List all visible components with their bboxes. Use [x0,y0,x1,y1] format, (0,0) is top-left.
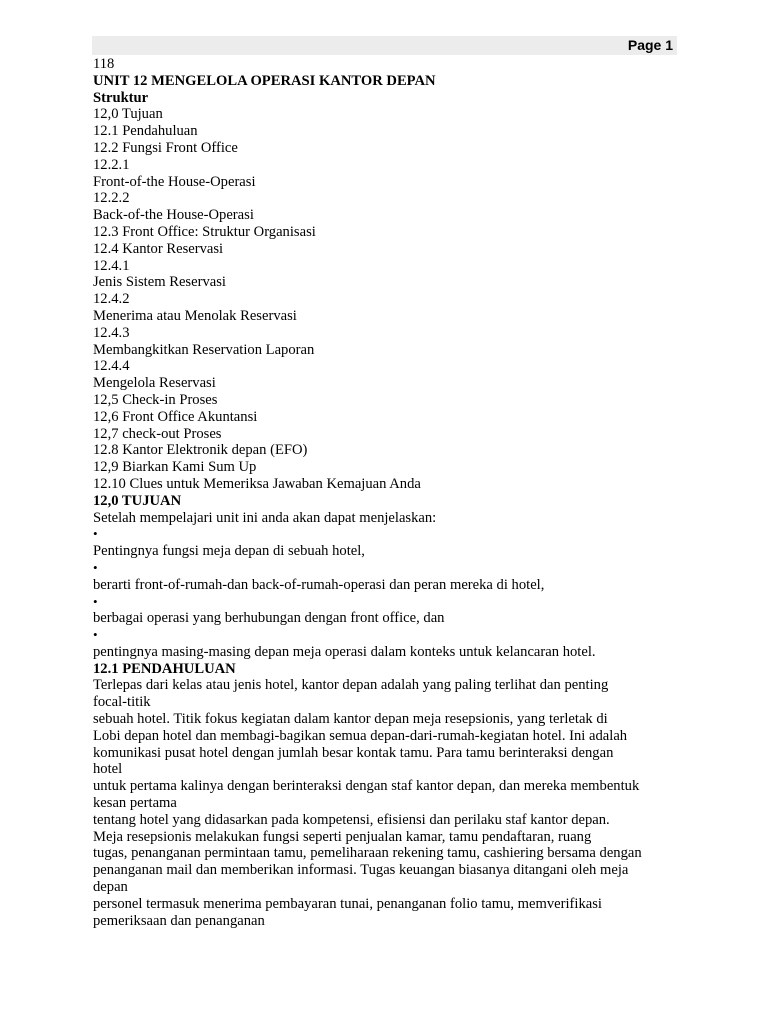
text-line: berarti front-of-rumah-dan back-of-rumah-operasi dan peran mereka di hotel, [93,576,545,593]
text-line: 12.4.3 [93,324,130,341]
page-number-label: Page 1 [627,37,673,53]
bullet-marker: • [93,526,98,542]
text-line: Jenis Sistem Reservasi [93,274,226,291]
text-line: 12.2.1 [93,156,130,173]
text-line: Front-of-the House-Operasi [93,173,256,190]
text-line: kesan pertama [93,795,177,812]
text-line: 12.4.4 [93,358,130,375]
text-line: Pentingnya fungsi meja depan di sebuah hotel, [93,543,365,560]
text-line: 12,7 check-out Proses [93,425,222,442]
section-heading: 12.1 PENDAHULUAN [93,660,236,677]
text-line: komunikasi pusat hotel dengan jumlah besar kontak tamu. Para tamu berinteraksi dengan [93,744,614,761]
text-line: 12.4.1 [93,257,130,274]
bullet-marker: • [93,559,98,575]
section-heading: 12,0 TUJUAN [93,492,182,509]
text-line: Setelah mempelajari unit ini anda akan dapat menjelaskan: [93,509,437,526]
text-line: Membangkitkan Reservation Laporan [93,341,315,358]
bullet-marker: • [93,627,98,643]
text-line: Lobi depan hotel dan membagi-bagikan semua depan-dari-rumah-kegiatan hotel. Ini adalah [93,727,628,744]
text-line: 12,6 Front Office Akuntansi [93,408,258,425]
section-heading: UNIT 12 MENGELOLA OPERASI KANTOR DEPAN [93,72,436,89]
text-line: Terlepas dari kelas atau jenis hotel, kantor depan adalah yang paling terlihat dan penting [93,677,609,694]
text-line: tentang hotel yang didasarkan pada kompetensi, efisiensi dan perilaku staf kantor depan. [93,811,610,828]
text-line: 12.4.2 [93,291,130,308]
text-line: 12.1 Pendahuluan [93,123,198,140]
text-line: penanganan mail dan memberikan informasi. Tugas keuangan biasanya ditangani oleh meja [93,862,629,879]
text-line: sebuah hotel. Titik fokus kegiatan dalam kantor depan meja resepsionis, yang terletak di [93,711,608,728]
text-line: 12.2.2 [93,190,130,207]
document-body [93,56,683,929]
text-line: pentingnya masing-masing depan meja operasi dalam konteks untuk kelancaran hotel. [93,643,596,660]
section-heading: Struktur [93,89,149,106]
text-line: Mengelola Reservasi [93,375,216,392]
bullet-marker: • [93,593,98,609]
text-line: 12.10 Clues untuk Memeriksa Jawaban Kemajuan Anda [93,475,421,492]
text-line: 12.4 Kantor Reservasi [93,240,224,257]
text-line: personel termasuk menerima pembayaran tunai, penanganan folio tamu, memverifikasi [93,895,602,912]
page-header-bar [92,36,677,55]
text-line: berbagai operasi yang berhubungan dengan front office, dan [93,610,445,627]
text-line: 12.2 Fungsi Front Office [93,139,238,156]
text-line: 12,9 Biarkan Kami Sum Up [93,459,257,476]
text-line: 12.3 Front Office: Struktur Organisasi [93,223,316,240]
text-line: untuk pertama kalinya dengan berinteraksi dengan staf kantor depan, dan mereka membentuk [93,778,640,795]
text-line: focal-titik [93,694,151,711]
text-line: 12,0 Tujuan [93,106,163,123]
text-line: tugas, penanganan permintaan tamu, pemeliharaan rekening tamu, cashiering bersama dengan [93,845,642,862]
text-line: Back-of-the House-Operasi [93,207,254,224]
text-line: 12,5 Check-in Proses [93,391,218,408]
text-line: Meja resepsionis melakukan fungsi seperti penjualan kamar, tamu pendaftaran, ruang [93,828,592,845]
text-line: Menerima atau Menolak Reservasi [93,307,297,324]
text-line: depan [93,879,128,896]
text-line: 12.8 Kantor Elektronik depan (EFO) [93,442,308,459]
text-line: 118 [93,56,115,72]
text-line: hotel [93,761,123,778]
text-line: pemeriksaan dan penanganan [93,912,265,929]
